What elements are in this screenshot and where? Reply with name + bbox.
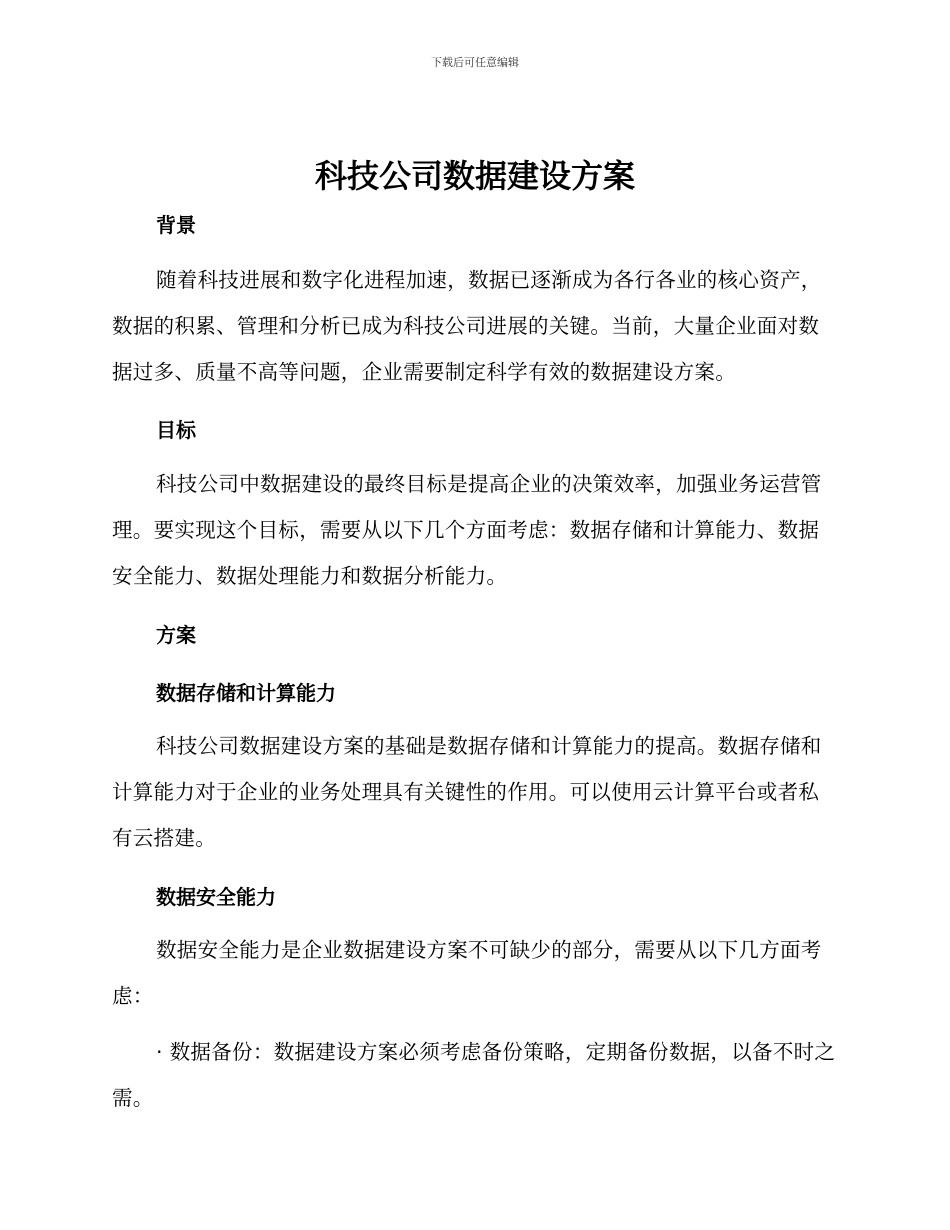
paragraph-goal: 科技公司中数据建设的最终目标是提高企业的决策效率，加强业务运营管理。要实现这个目标，需要从以下几个方面考虑：数据存储和计算能力、数据安全能力、数据处理能力和数据分析能力。 <box>112 472 822 588</box>
bullet-data-backup: · 数据备份：数据建设方案必须考虑备份策略，定期备份数据，以备不时之需。 <box>112 1040 836 1110</box>
heading-plan: 方案 <box>156 623 196 647</box>
paragraph-security: 数据安全能力是企业数据建设方案不可缺少的部分，需要从以下几方面考虑： <box>112 938 822 1008</box>
heading-security: 数据安全能力 <box>156 885 276 909</box>
heading-background: 背景 <box>156 213 196 237</box>
document-title: 科技公司数据建设方案 <box>314 157 635 195</box>
heading-storage: 数据存储和计算能力 <box>156 681 336 705</box>
paragraph-storage: 科技公司数据建设方案的基础是数据存储和计算能力的提高。数据存储和计算能力对于企业的业务处理具有关键性的作用。可以使用云计算平台或者私有云搭建。 <box>112 734 822 850</box>
paragraph-background: 随着科技进展和数字化进程加速，数据已逐渐成为各行各业的核心资产，数据的积累、管理和分析已成为科技公司进展的关键。当前，大量企业面对数据过多、质量不高等问题，企业需要制定科学有效的数据建设方案。 <box>112 268 822 384</box>
header-note: 下载后可任意编辑 <box>431 56 519 69</box>
heading-goal: 目标 <box>156 418 196 442</box>
